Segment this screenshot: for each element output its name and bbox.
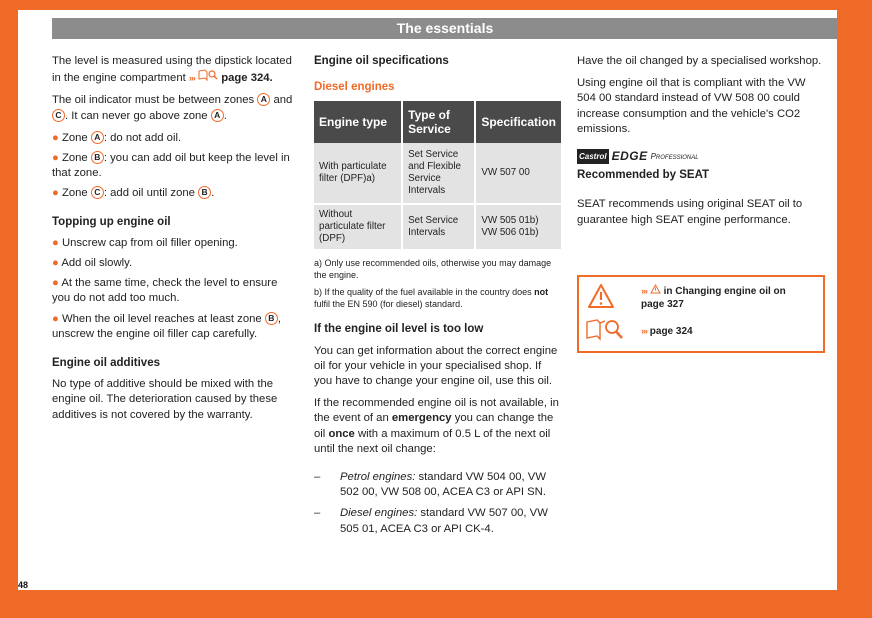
list-item: ● When the oil level reaches at least zone B , unscrew the engine oil filler cap carefully.: [52, 312, 281, 340]
emergency-text: If the recommended engine oil is not available, in the event of an emergency you can change the oil once with a maximum of 0.5 L of the next oil until the next oil change:: [314, 397, 559, 455]
table-header: Specification: [475, 101, 561, 143]
table-header: Type of Service: [402, 101, 475, 143]
spec-heading: Engine oil specifications: [314, 55, 449, 67]
recommended-heading: Recommended by SEAT: [577, 169, 710, 182]
warning-triangle-icon: [587, 283, 615, 309]
column-right: [577, 54, 827, 235]
topping-up-heading: Topping up engine oil: [52, 215, 171, 228]
zone-marker: B: [198, 186, 211, 199]
book-magnifier-icon: [585, 318, 625, 342]
standard-text: Using engine oil that is compliant with the VW 504 00 standard instead of VW 508 00 could increase consumption and the vehicle's CO2 emissions.: [577, 77, 806, 135]
list-item: – Petrol engines: standard VW 504 00, VW 502 00, VW 508 00, ACEA C3 or API SN.: [314, 471, 546, 499]
zone-marker: C: [91, 186, 104, 199]
reference-link-warning[interactable]: ››› in Changing engine oil on page 327: [641, 286, 786, 310]
page-number: 48: [18, 580, 29, 590]
indicator-text: The oil indicator must be between zones A and C . It can never go above zone A .: [52, 94, 293, 122]
page-sheet: [18, 10, 837, 590]
list-item: ● Zone A : do not add oil.: [52, 131, 182, 144]
reference-link-page[interactable]: ››› page 324: [641, 326, 693, 337]
book-magnifier-icon: [198, 69, 218, 81]
table-cell: VW 507 00: [475, 143, 561, 204]
table-row: [314, 204, 561, 250]
table-header: Engine type: [314, 101, 402, 143]
list-item: ● At the same time, check the level to ensure you do not add too much.: [52, 277, 278, 305]
additives-heading: Engine oil additives: [52, 357, 160, 370]
table-cell: Without particulate filter (DPF): [314, 204, 402, 250]
footnote-b: b) If the quality of the fuel available in the country does not fulfil the EN 590 (for diesel) standard.: [314, 287, 549, 310]
arrow-ref-icon: ›››: [188, 73, 195, 84]
spec-table: [314, 101, 561, 251]
diesel-heading: Diesel engines: [314, 81, 395, 94]
reference-box: [577, 275, 825, 353]
table-cell: With particulate filter (DPF)a): [314, 143, 402, 204]
list-item: – Diesel engines: standard VW 507 00, VW 505 01, ACEA C3 or API CK-4.: [314, 507, 548, 535]
zone-marker: A: [91, 131, 104, 144]
list-item: ● Zone B : you can add oil but keep the level in that zone.: [52, 152, 290, 180]
dipstick-intro: The level is measured using the dipstick located in the engine compartment ››› page 324.: [52, 55, 292, 85]
list-item: ● Unscrew cap from oil filler opening.: [52, 236, 238, 249]
footnote-a: a) Only use recommended oils, otherwise you may damage the engine.: [314, 258, 552, 281]
zone-marker: A: [257, 93, 270, 106]
workshop-text: Have the oil changed by a specialised workshop.: [577, 55, 822, 67]
additives-text: No type of additive should be mixed with the engine oil. The deterioration caused by these additives is not covered by the warranty.: [52, 378, 278, 421]
list-item: ● Zone C : add oil until zone B .: [52, 187, 215, 200]
warning-small-icon: [650, 284, 661, 294]
castrol-logo: Castrol EDGE Professional: [579, 149, 699, 164]
column-left: [52, 54, 296, 430]
page-ref-link[interactable]: page 324.: [221, 72, 273, 85]
zone-marker: C: [52, 109, 65, 122]
page-title: The essentials: [52, 18, 838, 39]
column-middle: [314, 54, 561, 543]
table-row: [314, 143, 561, 204]
table-cell: Set Service Intervals: [402, 204, 475, 250]
too-low-heading: If the engine oil level is too low: [314, 323, 484, 336]
recommended-text: SEAT recommends using original SEAT oil to guarantee high SEAT engine performance.: [577, 198, 803, 226]
zone-marker: A: [211, 109, 224, 122]
table-cell: Set Service and Flexible Service Intervals: [402, 143, 475, 204]
list-item: ● Add oil slowly.: [52, 257, 133, 270]
table-cell: VW 505 01b) VW 506 01b): [475, 204, 561, 250]
zone-marker: B: [265, 312, 278, 325]
too-low-text: You can get information about the correct engine oil for your vehicle in your specialised shop. If you have to change your engine oil, use this oil.: [314, 344, 558, 388]
zone-marker: B: [91, 151, 104, 164]
